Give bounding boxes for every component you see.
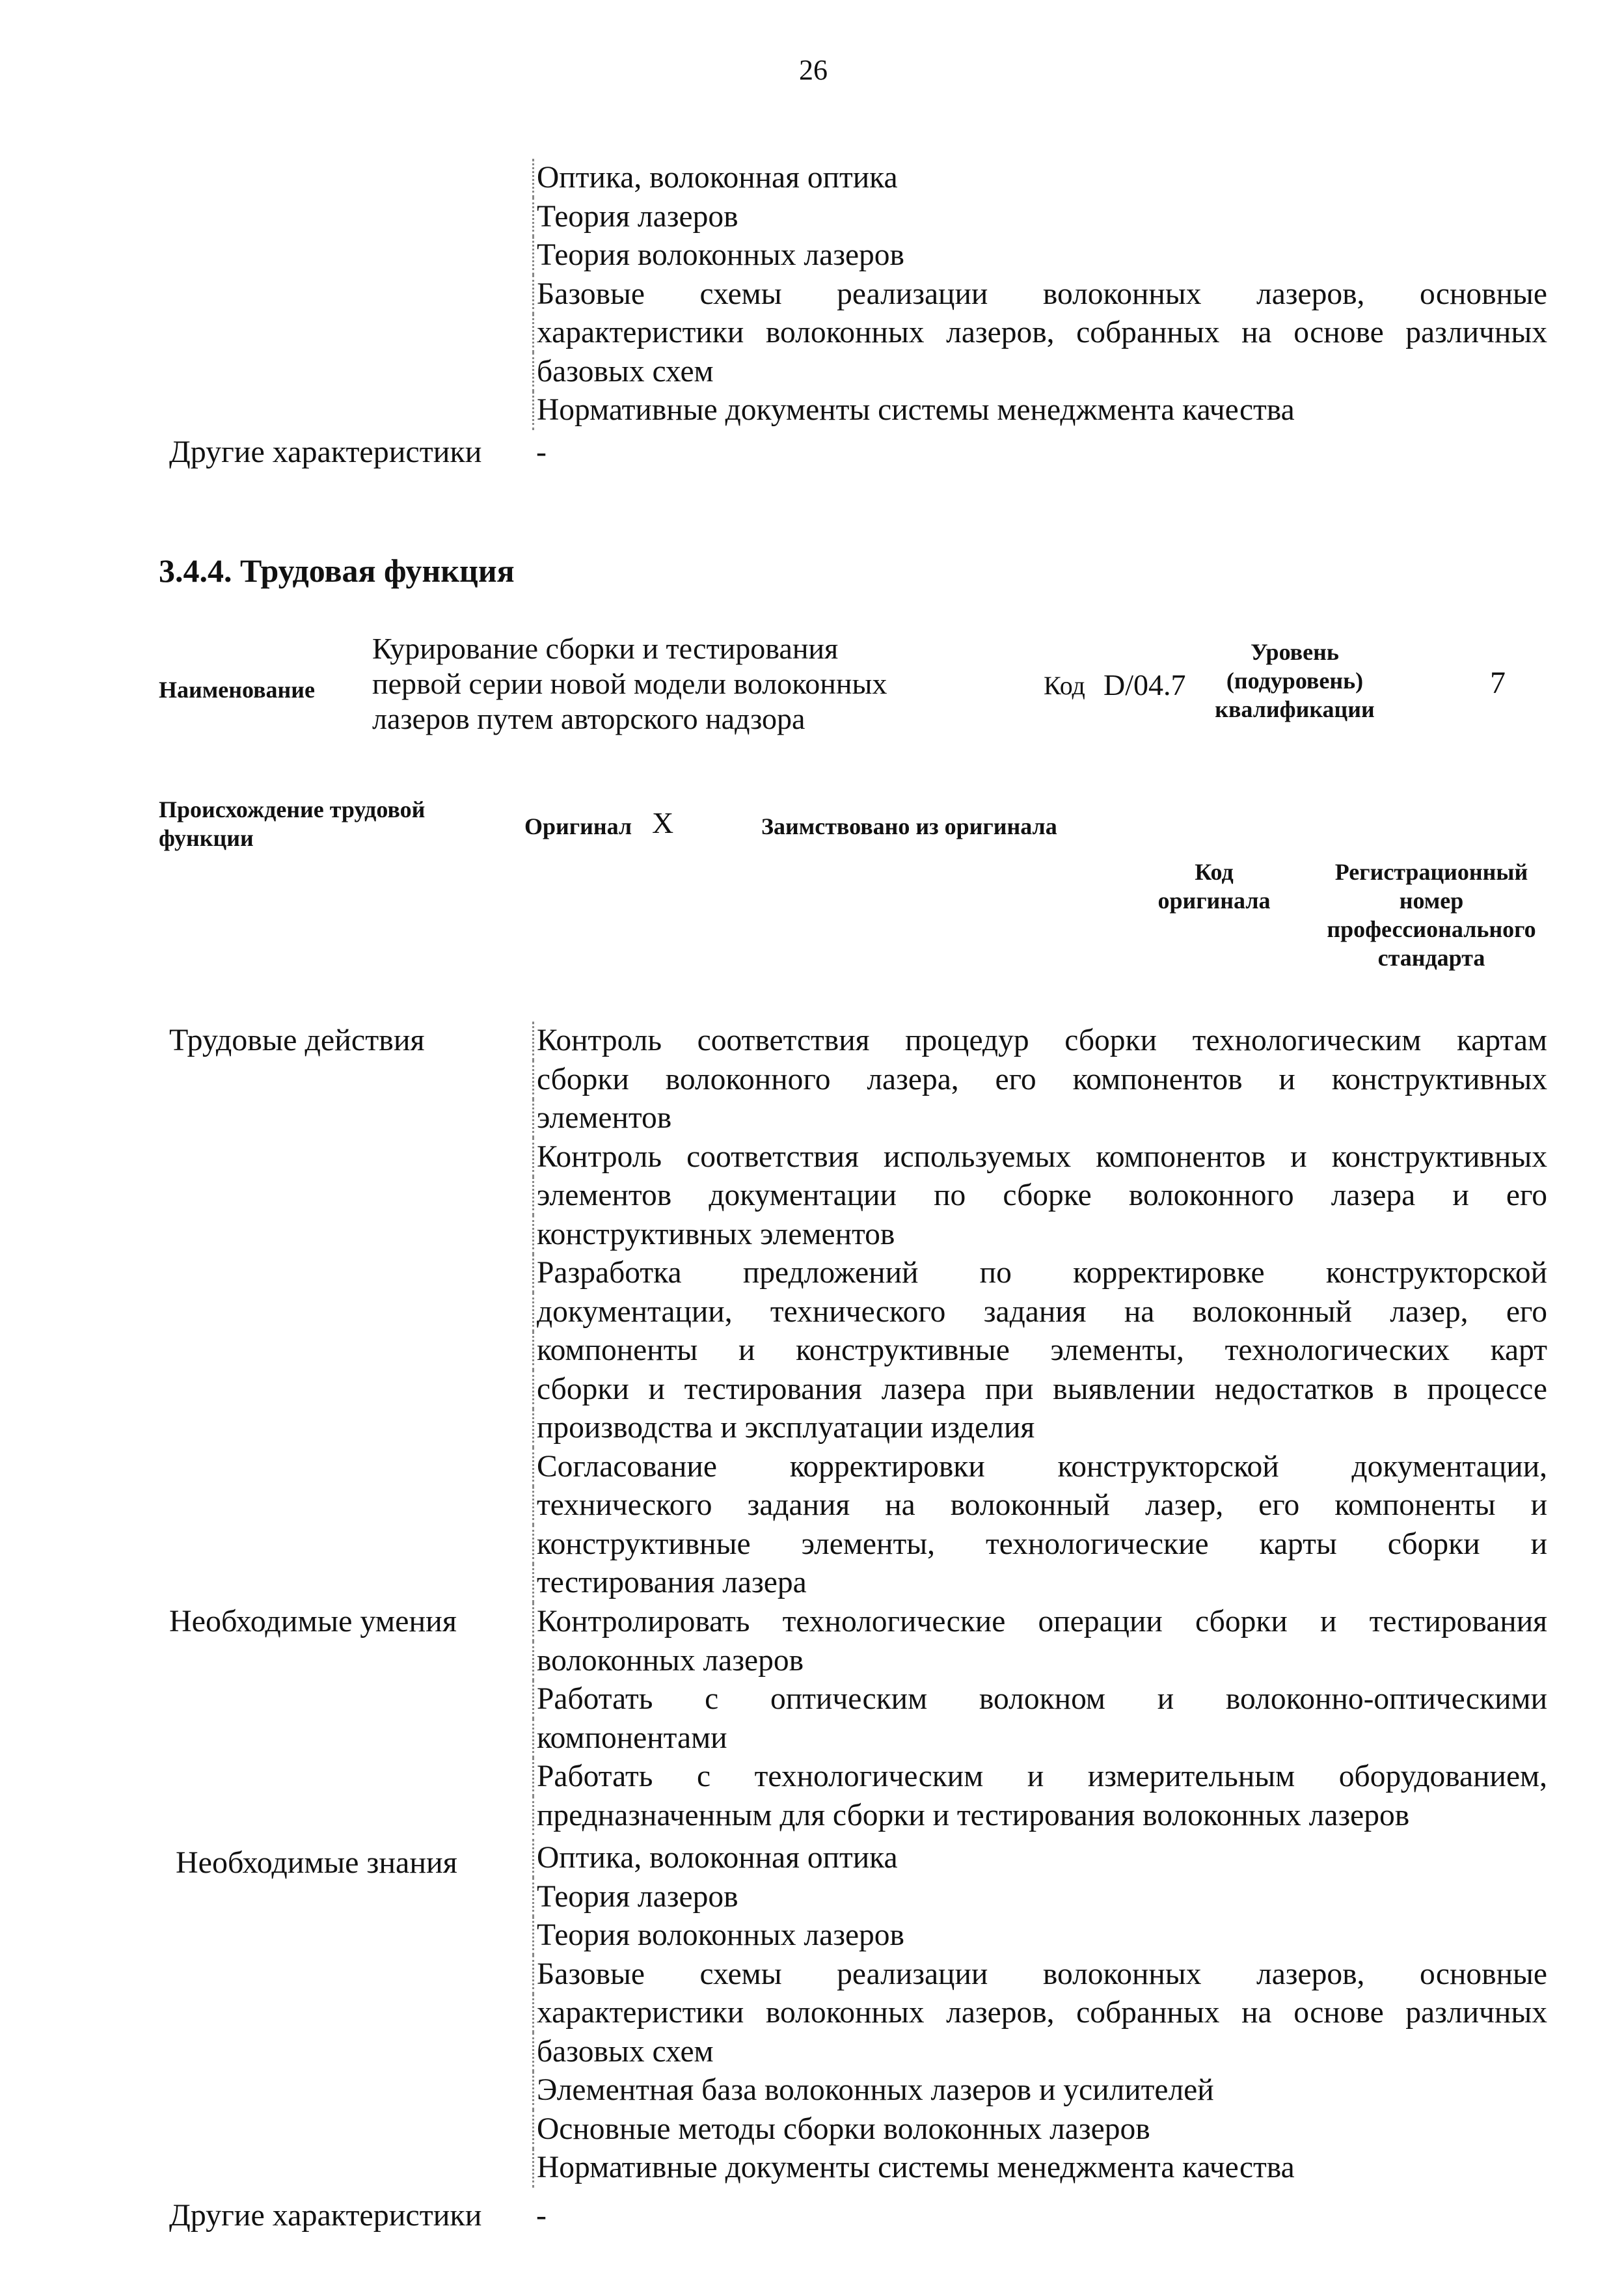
list-item: Согласование корректировки конструкторской документации, — [532, 1448, 1547, 1487]
skills-label: Необходимые умения — [169, 1604, 457, 1638]
level-label — [1204, 638, 1386, 724]
list-item: предназначенным для сборки и тестирования волоконных лазеров — [532, 1797, 1547, 1836]
list-item: волоконных лазеров — [532, 1642, 1547, 1681]
original-mark: X — [652, 806, 674, 839]
list-item: характеристики волоконных лазеров, собранных на основе различных — [532, 314, 1547, 353]
level-label-line: квалификации — [1215, 696, 1375, 722]
prev-knowledge-list — [532, 159, 1547, 430]
origin-code-label — [1136, 858, 1292, 915]
list-item: технического задания на волоконный лазер, его компоненты и — [532, 1486, 1547, 1525]
skills-list — [532, 1603, 1547, 1835]
origin-code-label-line: оригинала — [1157, 888, 1271, 914]
list-item: тестирования лазера — [532, 1564, 1547, 1603]
knowledge-list — [532, 1839, 1547, 2188]
list-item: Теория волоконных лазеров — [532, 1916, 1547, 1955]
origin-label-line: функции — [159, 825, 254, 851]
origin-code-label-line: Код — [1195, 859, 1234, 885]
list-item: Оптика, волоконная оптика — [532, 159, 1547, 198]
list-item: Теория лазеров — [532, 198, 1547, 237]
list-item: сборки волоконного лазера, его компонентов и конструктивных — [532, 1061, 1547, 1100]
list-item: элементов документации по сборке волоконного лазера и его — [532, 1176, 1547, 1216]
list-item: конструктивные элементы, технологические карты сборки и — [532, 1525, 1547, 1564]
page-number: 26 — [799, 54, 828, 86]
level-label-line: Уровень — [1251, 639, 1339, 665]
prev-other-label: Другие характеристики — [169, 435, 482, 469]
function-name-line: Курирование сборки и тестирования — [372, 632, 839, 665]
list-item: базовых схем — [532, 2033, 1547, 2072]
list-item: документации, технического задания на волоконный лазер, его — [532, 1293, 1547, 1332]
list-item: элементов — [532, 1099, 1547, 1138]
labor-actions-label: Трудовые действия — [169, 1023, 425, 1057]
level-value: 7 — [1490, 666, 1506, 700]
labor-actions-list — [532, 1022, 1547, 1603]
origin-label-line: Происхождение трудовой — [159, 796, 426, 822]
list-item: сборки и тестирования лазера при выявлении недостатков в процессе — [532, 1370, 1547, 1409]
reg-number-label-line: Регистрационный — [1334, 859, 1528, 885]
name-label: Наименование — [159, 677, 315, 703]
list-item: Контроль соответствия процедур сборки технологическим картам — [532, 1022, 1547, 1061]
list-item: базовых схем — [532, 353, 1547, 392]
list-item: Базовые схемы реализации волоконных лазеров, основные — [532, 275, 1547, 314]
list-item: производства и эксплуатации изделия — [532, 1409, 1547, 1448]
code-label: Код — [1044, 671, 1085, 700]
list-item: Работать с оптическим волокном и волоконно-оптическими — [532, 1680, 1547, 1719]
section-heading: 3.4.4. Трудовая функция — [159, 552, 515, 589]
list-item: Элементная база волоконных лазеров и усилителей — [532, 2071, 1547, 2110]
list-item: Контроль соответствия используемых компонентов и конструктивных — [532, 1138, 1547, 1177]
list-item: компоненты и конструктивные элементы, технологических карт — [532, 1331, 1547, 1370]
reg-number-label-line: профессионального — [1327, 916, 1536, 942]
level-label-line: (подуровень) — [1226, 668, 1364, 694]
list-item: Оптика, волоконная оптика — [532, 1839, 1547, 1878]
list-item: Теория лазеров — [532, 1878, 1547, 1917]
reg-number-label-line: номер — [1399, 888, 1464, 914]
list-item: Базовые схемы реализации волоконных лазеров, основные — [532, 1955, 1547, 1994]
list-item: характеристики волоконных лазеров, собранных на основе различных — [532, 1994, 1547, 2033]
list-item: Контролировать технологические операции сборки и тестирования — [532, 1603, 1547, 1642]
function-name-line: первой серии новой модели волоконных — [372, 667, 887, 700]
function-name-line: лазеров путем авторского надзора — [372, 702, 805, 735]
prev-other-value: - — [536, 435, 547, 469]
list-item: Работать с технологическим и измерительным оборудованием, — [532, 1758, 1547, 1797]
list-item: Теория волоконных лазеров — [532, 236, 1547, 275]
list-item: Основные методы сборки волоконных лазеров — [532, 2110, 1547, 2149]
list-item: Разработка предложений по корректировке конструкторской — [532, 1254, 1547, 1293]
list-item: конструктивных элементов — [532, 1216, 1547, 1255]
list-item: Нормативные документы системы менеджмента качества — [532, 391, 1547, 430]
other-label: Другие характеристики — [169, 2198, 482, 2233]
list-item: компонентами — [532, 1719, 1547, 1758]
function-name — [372, 631, 887, 737]
list-item: Нормативные документы системы менеджмента качества — [532, 2149, 1547, 2188]
origin-label — [159, 795, 425, 852]
reg-number-label-line: стандарта — [1377, 945, 1485, 971]
knowledge-label: Необходимые знания — [176, 1845, 457, 1880]
original-label: Оригинал — [524, 813, 632, 839]
reg-number-label — [1295, 858, 1568, 972]
borrowed-label: Заимствовано из оригинала — [761, 813, 1057, 839]
code-value: D/04.7 — [1103, 668, 1186, 701]
other-value: - — [536, 2198, 547, 2233]
